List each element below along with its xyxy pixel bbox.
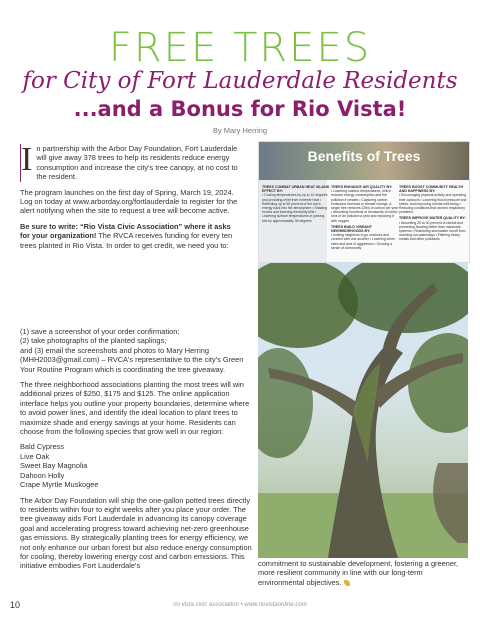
benefits-col-heat: TREES COMBAT URBAN HEAT ISLAND EFFECT BY: • Cooling temperatures by up to 10 degrees and providing relief from extreme heat • Reflecting up to 50 percent of the sun's energy back into the atmosphere • Shading homes and lowering electricity bills • Lowering surface temperatures in parking lots by approximately 36 degrees: [262, 185, 330, 223]
species-list: [20, 442, 254, 489]
page-number: 10: [10, 600, 21, 610]
benefits-title: Benefits of Trees: [307, 148, 421, 164]
species-item: Sweet Bay Magnolia: [20, 461, 88, 471]
rvca-paragraph: Be sure to write: “Rio Vista Civic Association” where it asks for your organization! The RVCA receives funding for every ten trees planted in Rio Vista. In order to get credit, we need you to:: [20, 221, 233, 250]
page-title: FREE TREES: [108, 25, 372, 71]
benefits-col-air: TREES ENHANCE AIR QUALITY BY: • Lowering outdoor temperatures, which reduces energy consumption and the pollution it creates • Capturing carbon emissions that lead to climate change. A single tree removes 22lbs of carbon per year • Absorbing hundreds of thousands of metric tons of air pollution a year and replacing it with oxygen TREES BUILD VIBRANT NEIGHBORHOODS BY: • Inviting neighbors to go outdoors and connect with one another • Lowering crime rates and acts of aggression • Growing a sense of community: [331, 185, 399, 250]
benefits-infographic: [258, 141, 470, 263]
live-oak-photo: [258, 263, 468, 558]
step-1: (1) save a screenshot of your order confirmation;: [20, 327, 180, 336]
dropcap: I: [21, 141, 33, 178]
rvca-instruction: Be sure to write: “Rio Vista Civic Association” where it asks for your organization!: [20, 221, 231, 241]
byline: By Mary Herring: [212, 126, 268, 135]
tree-illustration: [258, 263, 468, 558]
step-3: and (3) email the screenshots and photos to Mary Herring (MHH2003@gmail.com) – RVCA's representative to the city's Green Your Routine Program which is coordinating the tree giveaway.: [20, 345, 244, 374]
intro-paragraph: In partnership with the Arbor Day Foundation, Fort Lauderdale will give away 378 trees to help its residents reduce energy consumption and increase the city's tree canopy, at no cost to the resident.: [20, 144, 242, 182]
shipping-paragraph: The Arbor Day Foundation will ship the one-gallon potted trees directly to residents within four to eight weeks after you place your order. The tree giveaway aids Fort Lauderdale in advancing its canopy coverage goal and accelerating progress toward achieving net-zero greenhouse gas emissions. By strategically planting trees for energy efficiency, we not only enhance our urban forest but also reduce energy consumption for cooling, thereby lowering energy cost and carbon emissions. This initiative embodies Fort Lauderdale's: [20, 495, 252, 571]
article-left-column: [20, 141, 242, 256]
closing-paragraph: commitment to sustainable development, fostering a greener, more resilient community in line with our long-term environmental objectives.: [258, 559, 459, 587]
step-list: [20, 327, 254, 374]
step-2: (2) take photographs of the planted saplings;: [20, 336, 167, 346]
benefits-col-health: TREES BOOST COMMUNITY HEALTH AND HAPPINESS BY: • Encouraging physical activity and spending time outdoors • Lowering blood pressure and stress, and improving mental well-being • Reducing conditions that worsen respiratory problems TREES IMPROVE WATER QUALITY BY: • Absorbing 25 to 30 percent of rainfall and preventing flooding better than manmade systems • Restricting stormwater runoff from reaching our waterways • Filtering heavy metals and other pollutants: [399, 185, 467, 242]
species-item: Live Oak: [20, 451, 50, 461]
species-item: Bald Cypress: [20, 442, 64, 452]
species-item: Dahoon Holly: [20, 470, 65, 480]
article-steps: [20, 327, 254, 577]
registration-paragraph: The program launches on the first day of Spring, March 19, 2024. Log on today at www.arborday.org/fortlauderdale to register for the alert notifying when the site to request a tree will become active.: [20, 187, 238, 216]
leaf-icon: [344, 580, 350, 586]
footer-text: rio vista civic association • www.riovistaonline.com: [173, 602, 307, 608]
page-subtitle: for City of Fort Lauderdale Residents: [22, 68, 458, 94]
bonus-heading: ...and a Bonus for Rio Vista!: [73, 97, 407, 121]
prizes-paragraph: The three neighborhood associations planting the most trees will win additional prizes of $250, $175 and $125. The online application interface helps you outline your property boundaries, determine where to avoid power lines, and identify the ideal location to plant trees to maximize shade and energy savings at your home. Residents can choose from the following species that grow well in our region:: [20, 380, 250, 437]
species-item: Crape Myrtle Muskogee: [20, 480, 99, 490]
